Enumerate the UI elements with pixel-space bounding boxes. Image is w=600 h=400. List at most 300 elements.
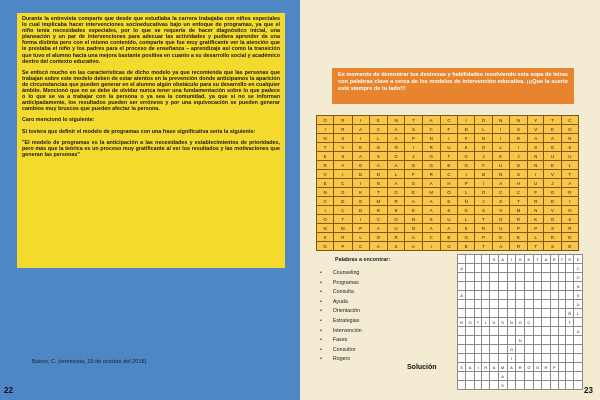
grid-cell — [550, 309, 558, 318]
grid-cell: G — [458, 161, 475, 170]
grid-cell: L — [574, 309, 583, 318]
grid-cell: E — [561, 242, 578, 251]
grid-cell — [550, 345, 558, 354]
grid-cell — [458, 255, 466, 264]
grid-cell: F — [405, 170, 422, 179]
grid-cell: R — [369, 206, 387, 215]
grid-row — [317, 116, 579, 125]
grid-cell: B — [440, 233, 457, 242]
grid-cell: M — [369, 197, 387, 206]
grid-cell — [558, 309, 565, 318]
grid-cell: D — [458, 125, 475, 134]
grid-cell — [507, 309, 516, 318]
grid-row — [317, 170, 579, 179]
grid-cell: N — [317, 188, 334, 197]
grid-cell: I — [507, 255, 516, 264]
grid-cell: O — [507, 345, 516, 354]
grid-cell: D — [369, 170, 387, 179]
grid-cell — [498, 354, 507, 363]
grid-row — [458, 381, 583, 390]
grid-cell: P — [458, 179, 475, 188]
grid-cell — [490, 291, 498, 300]
grid-cell: U — [561, 152, 578, 161]
grid-cell — [507, 381, 516, 390]
grid-cell: E — [544, 125, 561, 134]
word-search-grid — [316, 115, 579, 251]
grid-cell — [558, 300, 565, 309]
grid-cell: O — [475, 116, 492, 125]
grid-cell — [542, 291, 550, 300]
word-item: • Consultor — [320, 347, 362, 357]
grid-cell: R — [334, 125, 352, 134]
grid-cell — [525, 354, 534, 363]
grid-row — [458, 273, 583, 282]
grid-cell — [566, 264, 574, 273]
grid-cell: S — [475, 206, 492, 215]
grid-cell: G — [458, 233, 475, 242]
grid-cell: O — [317, 215, 334, 224]
grid-cell: H — [440, 179, 457, 188]
grid-cell: U — [440, 143, 457, 152]
grid-cell: C — [440, 170, 457, 179]
grid-cell: R — [334, 116, 352, 125]
grid-cell — [566, 354, 574, 363]
grid-cell — [542, 273, 550, 282]
grid-cell: J — [509, 152, 527, 161]
words-title: Palabras a encontrar: — [335, 257, 391, 263]
grid-cell — [507, 372, 516, 381]
grid-cell — [482, 264, 490, 273]
grid-cell: E — [405, 206, 422, 215]
grid-cell: S — [492, 197, 509, 206]
grid-cell: N — [516, 336, 525, 345]
grid-cell: A — [507, 363, 516, 372]
grid-cell — [466, 354, 475, 363]
grid-cell — [550, 372, 558, 381]
grid-cell — [542, 345, 550, 354]
grid-cell: R — [550, 255, 558, 264]
grid-cell: R — [334, 233, 352, 242]
grid-cell: E — [544, 161, 561, 170]
grid-cell: A — [440, 224, 457, 233]
grid-cell — [498, 291, 507, 300]
grid-cell — [516, 372, 525, 381]
grid-cell: G — [352, 197, 369, 206]
grid-cell: V — [492, 206, 509, 215]
grid-cell: N — [492, 116, 509, 125]
grid-cell — [507, 336, 516, 345]
grid-cell — [574, 372, 583, 381]
grid-cell: I — [440, 134, 457, 143]
grid-cell: P — [475, 233, 492, 242]
grid-cell: O — [561, 206, 578, 215]
grid-cell: Y — [528, 116, 544, 125]
grid-cell — [550, 264, 558, 273]
solution-grid — [457, 254, 583, 390]
grid-cell — [533, 327, 542, 336]
grid-cell — [533, 345, 542, 354]
grid-cell — [482, 372, 490, 381]
grid-cell — [507, 264, 516, 273]
grid-cell: A — [405, 233, 422, 242]
grid-cell — [516, 327, 525, 336]
grid-cell — [566, 381, 574, 390]
grid-cell: A — [422, 197, 440, 206]
grid-cell: R — [388, 197, 405, 206]
grid-cell — [466, 255, 475, 264]
grid-cell: V — [544, 170, 561, 179]
grid-cell: R — [509, 134, 527, 143]
grid-cell: T — [475, 242, 492, 251]
grid-cell: I — [352, 134, 369, 143]
grid-cell: S — [405, 125, 422, 134]
grid-cell: E — [574, 255, 583, 264]
grid-cell: H — [509, 179, 527, 188]
grid-cell — [525, 273, 534, 282]
grid-cell — [566, 291, 574, 300]
grid-cell — [516, 282, 525, 291]
grid-cell — [466, 273, 475, 282]
grid-cell — [482, 255, 490, 264]
grid-cell: M — [334, 224, 352, 233]
grid-cell: C — [525, 318, 534, 327]
paragraph-4: Si tuviera que definir el modelo de programas con una frase significativa sería la siguiente: — [22, 128, 256, 135]
grid-cell: A — [458, 291, 466, 300]
grid-cell — [498, 336, 507, 345]
word-item: • Rogers — [320, 356, 362, 366]
grid-cell: I — [317, 125, 334, 134]
grid-cell: G — [509, 161, 527, 170]
grid-cell — [507, 291, 516, 300]
grid-cell: G — [352, 161, 369, 170]
grid-cell — [516, 273, 525, 282]
grid-cell: T — [566, 318, 574, 327]
grid-cell: C — [422, 125, 440, 134]
grid-cell — [533, 336, 542, 345]
grid-cell: R — [388, 233, 405, 242]
grid-cell: I — [317, 206, 334, 215]
grid-cell: C — [369, 125, 387, 134]
grid-cell — [558, 273, 565, 282]
grid-cell: N — [317, 224, 334, 233]
grid-cell: T — [474, 318, 481, 327]
grid-cell: V — [528, 125, 544, 134]
grid-cell — [558, 327, 565, 336]
grid-cell — [466, 264, 475, 273]
grid-row — [317, 224, 579, 233]
grid-row — [458, 318, 583, 327]
grid-cell: N — [388, 116, 405, 125]
grid-cell: I — [528, 170, 544, 179]
grid-cell — [474, 291, 481, 300]
grid-cell: I — [561, 197, 578, 206]
grid-cell — [558, 264, 565, 273]
grid-cell: M — [509, 206, 527, 215]
grid-cell: R — [542, 363, 550, 372]
grid-row — [458, 363, 583, 372]
grid-cell — [458, 372, 466, 381]
grid-cell — [542, 300, 550, 309]
grid-row — [317, 242, 579, 251]
grid-cell — [566, 273, 574, 282]
grid-cell — [516, 309, 525, 318]
grid-cell: N — [574, 282, 583, 291]
solution-table — [457, 254, 583, 390]
grid-cell: C — [422, 233, 440, 242]
grid-cell: P — [405, 134, 422, 143]
grid-cell: V — [544, 206, 561, 215]
grid-cell: A — [458, 264, 466, 273]
grid-cell: U — [492, 224, 509, 233]
grid-cell — [533, 354, 542, 363]
grid-cell: N — [492, 170, 509, 179]
grid-cell: E — [440, 161, 457, 170]
grid-cell — [507, 273, 516, 282]
grid-cell: N — [475, 134, 492, 143]
grid-cell: T — [334, 215, 352, 224]
grid-row — [458, 300, 583, 309]
grid-cell — [566, 372, 574, 381]
grid-cell — [482, 354, 490, 363]
grid-cell: P — [352, 224, 369, 233]
grid-cell — [550, 381, 558, 390]
grid-cell: A — [422, 206, 440, 215]
grid-cell: F — [528, 188, 544, 197]
grid-cell — [474, 255, 481, 264]
grid-cell: J — [544, 179, 561, 188]
grid-cell — [482, 309, 490, 318]
paragraph-3: Caro mencionó lo siguiente: — [22, 117, 95, 124]
grid-cell — [474, 282, 481, 291]
grid-cell — [533, 372, 542, 381]
grid-cell: T — [558, 255, 565, 264]
grid-cell: U — [574, 300, 583, 309]
grid-cell: E — [509, 233, 527, 242]
word-list — [320, 270, 362, 366]
grid-cell — [574, 345, 583, 354]
page-number-right: 23 — [584, 386, 593, 395]
grid-cell — [490, 264, 498, 273]
grid-cell — [550, 336, 558, 345]
grid-cell: G — [405, 161, 422, 170]
word-item: • Ayuda — [320, 299, 362, 309]
paragraph-2: Se enfocó mucho en las características de dicho modelo ya que recomienda que las personas que trabajan sobre este modelo deben de estar atentos en la prevención donde anticipamos la aparición de circunstancias que pueden generar en el alumno algún obstáculo para su desarrollo en cualquier ámbito. Mencionó que no se debe de olvidar nunca tener una fundamentación sobre lo que padece o lo que se va a trabajar con la persona o ya sea la comunidad, ya que si no se informan anticipadamente, los resultados pueden ser erróneos y por una equivocación se pueden generar cambios muy bruscos que pueden afectar la persona. — [22, 69, 280, 113]
grid-cell: S — [566, 255, 574, 264]
grid-cell — [466, 336, 475, 345]
grid-cell: E — [458, 224, 475, 233]
grid-cell: L — [352, 233, 369, 242]
grid-cell: A — [352, 152, 369, 161]
grid-cell: A — [388, 134, 405, 143]
grid-cell — [574, 354, 583, 363]
grid-row — [458, 282, 583, 291]
grid-cell: R — [516, 363, 525, 372]
grid-cell: S — [498, 381, 507, 390]
grid-cell — [566, 336, 574, 345]
grid-cell — [566, 300, 574, 309]
grid-cell: O — [440, 188, 457, 197]
grid-cell: R — [509, 215, 527, 224]
grid-cell: T — [509, 197, 527, 206]
grid-cell: O — [533, 363, 542, 372]
grid-cell: A — [405, 197, 422, 206]
grid-cell: C — [352, 242, 369, 251]
grid-cell: K — [458, 143, 475, 152]
grid-cell: D — [544, 197, 561, 206]
grid-cell — [525, 300, 534, 309]
grid-cell: A — [422, 116, 440, 125]
grid-cell — [474, 372, 481, 381]
grid-cell — [550, 273, 558, 282]
grid-cell: F — [440, 125, 457, 134]
grid-cell: G — [525, 363, 534, 372]
grid-cell: U — [490, 318, 498, 327]
grid-cell: A — [544, 134, 561, 143]
grid-cell: V — [334, 143, 352, 152]
grid-cell: E — [405, 188, 422, 197]
grid-cell — [498, 309, 507, 318]
grid-cell: O — [492, 215, 509, 224]
grid-row — [458, 291, 583, 300]
grid-cell: C — [561, 116, 578, 125]
word-item: • Consulta — [320, 289, 362, 299]
grid-cell: S — [388, 242, 405, 251]
grid-row — [458, 345, 583, 354]
grid-cell: S — [422, 215, 440, 224]
grid-cell: M — [422, 188, 440, 197]
grid-cell: J — [405, 152, 422, 161]
grid-cell: O — [369, 233, 387, 242]
grid-cell — [490, 327, 498, 336]
grid-cell: U — [544, 152, 561, 161]
grid-cell — [482, 300, 490, 309]
grid-cell: S — [334, 134, 352, 143]
grid-cell: S — [509, 170, 527, 179]
grid-cell: I — [458, 116, 475, 125]
grid-cell: O — [475, 143, 492, 152]
grid-cell: S — [334, 152, 352, 161]
grid-cell: G — [516, 255, 525, 264]
grid-cell: A — [574, 327, 583, 336]
grid-cell: A — [405, 242, 422, 251]
grid-cell: A — [561, 179, 578, 188]
grid-cell — [525, 336, 534, 345]
grid-row — [317, 134, 579, 143]
grid-cell — [516, 291, 525, 300]
grid-cell — [474, 354, 481, 363]
grid-cell: T — [533, 255, 542, 264]
grid-cell — [482, 327, 490, 336]
grid-cell: I — [475, 179, 492, 188]
grid-cell: P — [509, 224, 527, 233]
grid-cell: A — [466, 363, 475, 372]
grid-cell: D — [352, 206, 369, 215]
grid-cell: O — [516, 318, 525, 327]
grid-row — [458, 255, 583, 264]
grid-cell — [466, 381, 475, 390]
grid-cell — [558, 282, 565, 291]
grid-cell: D — [561, 233, 578, 242]
grid-cell: G — [422, 161, 440, 170]
grid-cell: G — [544, 143, 561, 152]
grid-cell: A — [492, 242, 509, 251]
grid-cell — [466, 372, 475, 381]
grid-cell — [458, 273, 466, 282]
grid-cell: E — [388, 206, 405, 215]
paragraph-1: Durante la entrevista comparte que desde que estudiaba la carrera trabajaba con niños especiales lo cual implicaba hacer intervenciones socioeducativas bajo un enfoque de programas, ya que el niño tenía necesidades especiales, por lo que se requería de hacer diagnóstico inicial, una planeación y un par de intervenciones para adecuar las actividades y pudiera aprender de una forma distinta pero con el mismo contenido, comparte que fue muy gratificante ver la atención que le prestaba el niño y los padres para el proceso de enseñanza – aprendizaje así como la transición que tuvo el alumno hacia una mejora bastante positiva en cuanto a su desarrollo social y académico dentro del contexto educativo. — [22, 16, 280, 65]
grid-cell — [490, 273, 498, 282]
grid-cell: E — [458, 242, 475, 251]
grid-cell: T — [561, 170, 578, 179]
grid-cell: A — [369, 161, 387, 170]
grid-cell: U — [388, 224, 405, 233]
grid-cell — [542, 309, 550, 318]
grid-cell — [490, 282, 498, 291]
grid-cell: N — [422, 134, 440, 143]
grid-cell: R — [317, 161, 334, 170]
instructions-box: Es momento de demostrar tus destrezas y habilidades resolviendo esta sopa de letras con palabras clave a cerca de los modelos de intervención educativa. ¡¡¡Que la suerte esté siempre de tu lado!!! — [332, 68, 574, 104]
grid-cell: E — [440, 197, 457, 206]
grid-cell: R — [458, 318, 466, 327]
grid-cell: C — [574, 264, 583, 273]
grid-cell: C — [334, 206, 352, 215]
grid-row — [458, 309, 583, 318]
grid-cell — [558, 354, 565, 363]
grid-cell: G — [440, 242, 457, 251]
grid-cell: L — [475, 125, 492, 134]
grid-cell — [458, 282, 466, 291]
grid-cell: C — [317, 197, 334, 206]
grid-cell — [490, 354, 498, 363]
grid-cell: A — [334, 161, 352, 170]
grid-cell: R — [528, 197, 544, 206]
grid-cell — [558, 336, 565, 345]
grid-cell: F — [458, 134, 475, 143]
grid-cell: G — [388, 152, 405, 161]
grid-cell — [550, 282, 558, 291]
grid-cell: G — [422, 152, 440, 161]
grid-cell — [525, 381, 534, 390]
grid-cell — [558, 291, 565, 300]
grid-cell: P — [528, 224, 544, 233]
grid-cell: G — [458, 206, 475, 215]
grid-cell: S — [405, 179, 422, 188]
word-item: • Orientación — [320, 308, 362, 318]
grid-cell: O — [405, 224, 422, 233]
grid-cell — [550, 300, 558, 309]
grid-cell — [466, 282, 475, 291]
grid-cell — [525, 372, 534, 381]
grid-cell — [533, 318, 542, 327]
grid-cell: S — [544, 242, 561, 251]
grid-cell: K — [352, 188, 369, 197]
grid-cell — [498, 300, 507, 309]
word-item: • Estrategias — [320, 318, 362, 328]
grid-cell — [458, 309, 466, 318]
grid-cell — [458, 381, 466, 390]
grid-cell: G — [388, 188, 405, 197]
grid-cell: O — [561, 125, 578, 134]
grid-cell — [542, 381, 550, 390]
grid-cell — [498, 282, 507, 291]
grid-cell: I — [507, 354, 516, 363]
grid-cell: N — [405, 215, 422, 224]
grid-cell: I — [474, 363, 481, 372]
grid-cell: A — [388, 161, 405, 170]
grid-cell — [466, 345, 475, 354]
grid-cell: E — [369, 116, 387, 125]
grid-cell: A — [422, 179, 440, 188]
